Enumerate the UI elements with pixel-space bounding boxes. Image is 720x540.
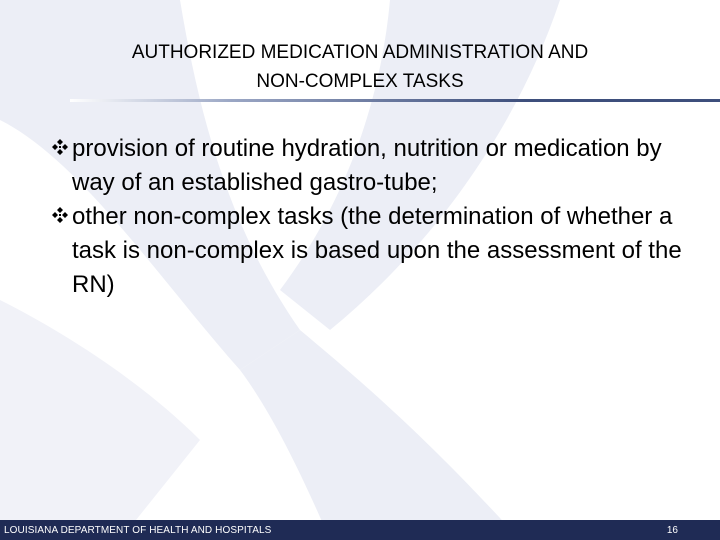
diamond-bullet-icon xyxy=(52,139,68,155)
footer-bar xyxy=(0,520,720,540)
bullet-text: provision of routine hydration, nutrition or medication by way of an established gastro-tube; xyxy=(72,135,662,196)
footer-organization: LOUISIANA DEPARTMENT OF HEALTH AND HOSPITALS xyxy=(4,525,272,536)
page-number: 16 xyxy=(666,525,678,536)
title-line-1: AUTHORIZED MEDICATION ADMINISTRATION AND xyxy=(131,42,589,63)
diamond-bullet-icon xyxy=(52,207,68,223)
bullet-list xyxy=(52,132,692,302)
bullet-item xyxy=(52,200,692,302)
bullet-text: other non-complex tasks (the determination of whether a task is non-complex is based upon the assessment of the RN) xyxy=(72,203,682,298)
page-title xyxy=(0,38,720,96)
title-divider xyxy=(70,99,720,102)
bullet-item xyxy=(52,132,692,200)
title-line-2: NON-COMPLEX TASKS xyxy=(256,71,464,92)
